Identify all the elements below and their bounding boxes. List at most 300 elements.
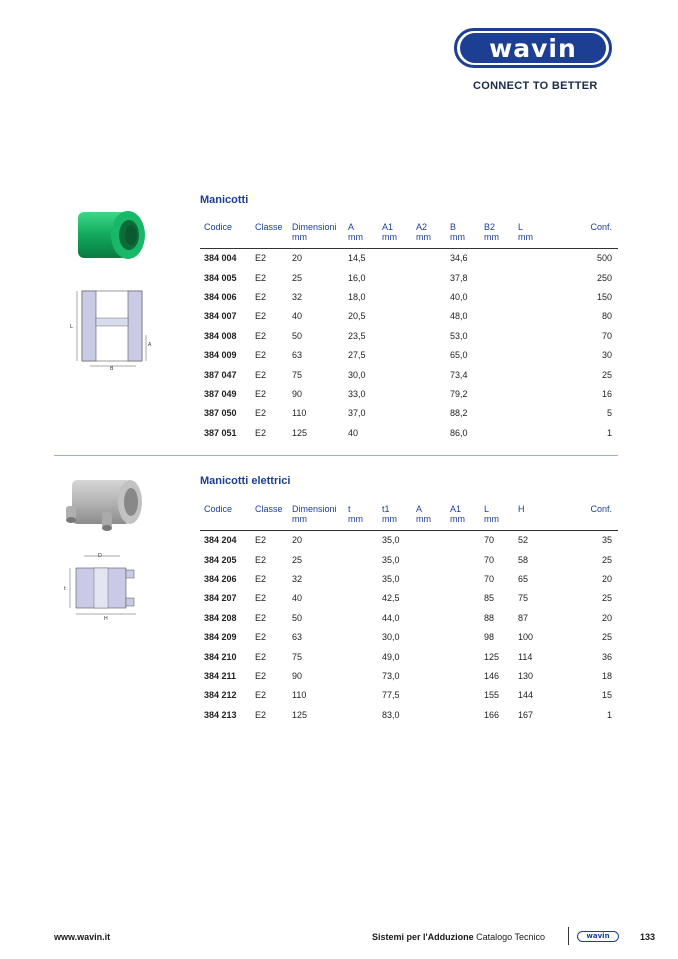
table-cell: 25 (601, 369, 612, 380)
table-cell (378, 248, 412, 268)
column-header-label: Classe (255, 504, 283, 514)
product-code-cell: 384 211 (204, 670, 237, 681)
table-row (200, 530, 618, 550)
product-code-cell: 384 206 (204, 573, 237, 584)
column-header-unit: mm (348, 232, 363, 242)
table-row (200, 423, 618, 442)
column-header-unit: mm (450, 232, 465, 242)
table-cell: 73,0 (382, 670, 400, 681)
table-cell (446, 530, 480, 550)
table-cell (514, 384, 554, 403)
table-cell (344, 705, 378, 724)
column-header (288, 504, 344, 530)
column-header-unit: mm (484, 232, 499, 242)
column-header-unit: mm (348, 514, 363, 524)
table-cell: E2 (255, 408, 267, 419)
table-cell (412, 248, 446, 268)
column-header (251, 504, 288, 530)
table-cell (446, 589, 480, 608)
section-title-manicotti-elettrici: Manicotti elettrici (200, 475, 291, 487)
table-cell (412, 569, 446, 588)
table-row (200, 647, 618, 666)
table-cell: 53,0 (450, 330, 468, 341)
table-cell: E2 (255, 632, 267, 643)
green-coupling-photo-icon (72, 204, 152, 273)
column-header (480, 504, 514, 530)
table-cell (378, 404, 412, 423)
product-code-cell: 384 208 (204, 612, 237, 623)
column-header-unit: mm (382, 514, 397, 524)
table-cell: 65 (518, 573, 529, 584)
table-cell: 83,0 (382, 709, 400, 720)
table-cell: E2 (255, 690, 267, 701)
footer-catalog-rest: Catalogo Tecnico (473, 932, 546, 942)
table-cell (446, 647, 480, 666)
table-cell: 16,0 (348, 272, 366, 283)
table-cell: 144 (518, 690, 534, 701)
product-code-cell: 384 007 (204, 311, 237, 322)
table-cell: 70 (484, 573, 495, 584)
column-header (288, 222, 344, 248)
manicotti-elettrici-table (200, 504, 618, 724)
product-code-cell: 384 008 (204, 330, 237, 341)
table-cell: 1 (606, 427, 612, 438)
column-header-label: B2 (484, 222, 496, 232)
table-cell: 27,5 (348, 350, 366, 361)
product-code-cell: 387 051 (204, 427, 237, 438)
table-row (200, 307, 618, 326)
table-cell: E2 (255, 612, 267, 623)
column-header-unit: mm (450, 514, 465, 524)
table-cell (514, 307, 554, 326)
table-cell (480, 384, 514, 403)
table-cell: 25 (292, 272, 303, 283)
table-row (200, 384, 618, 403)
table-cell: 40 (348, 427, 359, 438)
column-header (514, 504, 554, 530)
table-cell: 88 (484, 612, 495, 623)
column-header-label: A1 (382, 222, 394, 232)
table-cell: 125 (292, 427, 308, 438)
table-cell (480, 268, 514, 287)
column-header (412, 222, 446, 248)
table-cell (514, 345, 554, 364)
table-cell: E2 (255, 593, 267, 604)
column-header-label: A (348, 222, 355, 232)
column-header-label: Dimensioni (292, 504, 337, 514)
column-header (344, 504, 378, 530)
table-cell (446, 666, 480, 685)
table-cell: 110 (292, 408, 307, 419)
product-code-cell: 384 212 (204, 690, 237, 701)
table-header-row (200, 504, 618, 530)
table-cell (446, 569, 480, 588)
table-cell (514, 268, 554, 287)
product-code-cell: 384 004 (204, 253, 237, 264)
table-row (200, 666, 618, 685)
table-cell: 25 (601, 593, 612, 604)
column-header-unit: mm (484, 514, 499, 524)
table-cell: 110 (292, 690, 307, 701)
product-code-cell: 387 050 (204, 408, 237, 419)
table-row (200, 686, 618, 705)
table-cell: E2 (255, 291, 267, 302)
table-cell: E2 (255, 427, 267, 438)
table-cell: 23,5 (348, 330, 366, 341)
table-cell (378, 307, 412, 326)
table-cell: 80 (601, 311, 612, 322)
column-header-label: t1 (382, 504, 390, 514)
table-cell (344, 608, 378, 627)
product-code-cell: 384 207 (204, 593, 237, 604)
table-cell (480, 287, 514, 306)
section-title-manicotti: Manicotti (200, 194, 249, 206)
table-cell (412, 345, 446, 364)
table-row (200, 589, 618, 608)
product-code-cell: 384 205 (204, 554, 237, 565)
dim-label-b: B (110, 366, 114, 370)
table-cell: 48,0 (450, 311, 468, 322)
column-header-label: H (518, 504, 525, 514)
column-header-unit: mm (382, 232, 397, 242)
table-cell: 20,5 (348, 311, 366, 322)
table-cell: 30,0 (382, 632, 400, 643)
column-header (554, 222, 618, 248)
table-cell (344, 530, 378, 550)
brand-tagline: CONNECT TO BETTER (473, 80, 598, 92)
column-header (251, 222, 288, 248)
table-cell: 114 (518, 651, 533, 662)
table-cell: 70 (484, 554, 495, 565)
table-cell (344, 589, 378, 608)
table-cell (412, 423, 446, 442)
table-cell (378, 268, 412, 287)
column-header (344, 222, 378, 248)
table-cell (412, 686, 446, 705)
table-row (200, 705, 618, 724)
table-cell: 40 (292, 593, 303, 604)
table-row (200, 404, 618, 423)
manicotti-table (200, 222, 618, 442)
table-cell (378, 384, 412, 403)
table-cell (378, 326, 412, 345)
column-header-label: A (416, 504, 423, 514)
table-cell: 73,4 (450, 369, 468, 380)
table-cell: 20 (601, 573, 612, 584)
table-cell: 500 (596, 253, 612, 264)
table-cell: 44,0 (382, 612, 400, 623)
product-code-cell: 384 204 (204, 535, 237, 546)
table-cell (514, 326, 554, 345)
column-header-label: t (348, 504, 351, 514)
table-cell (446, 627, 480, 646)
table-cell: 70 (484, 535, 495, 546)
section-divider (54, 455, 618, 456)
table-cell: 30,0 (348, 369, 366, 380)
column-header (200, 504, 251, 530)
table-cell: E2 (255, 272, 267, 283)
table-cell: 75 (518, 593, 529, 604)
table-cell: 25 (601, 632, 612, 643)
product-code-cell: 384 213 (204, 709, 237, 720)
table-cell: 70 (601, 330, 612, 341)
table-cell: 33,0 (348, 388, 366, 399)
footer-website[interactable]: www.wavin.it (54, 932, 111, 942)
table-cell: 25 (292, 554, 303, 565)
table-cell (480, 423, 514, 442)
coupling-drawing-icon (70, 288, 154, 375)
table-cell: 50 (292, 612, 303, 623)
page-number: 133 (640, 932, 656, 942)
table-cell (344, 569, 378, 588)
table-cell: 50 (292, 330, 303, 341)
table-cell: 25 (601, 554, 612, 565)
table-row (200, 627, 618, 646)
table-cell (412, 404, 446, 423)
table-cell: 63 (292, 350, 303, 361)
table-cell: E2 (255, 253, 267, 264)
table-row (200, 248, 618, 268)
product-code-cell: 387 047 (204, 369, 237, 380)
table-cell (480, 345, 514, 364)
table-cell: 30 (601, 350, 612, 361)
table-cell: 18,0 (348, 291, 366, 302)
footer-catalog-title (372, 932, 545, 942)
table-cell (412, 589, 446, 608)
table-cell: 49,0 (382, 651, 400, 662)
table-cell: 155 (484, 690, 500, 701)
table-cell (344, 686, 378, 705)
table-cell (412, 287, 446, 306)
table-cell: 98 (484, 632, 495, 643)
column-header-label: Conf. (590, 222, 612, 232)
electrofusion-drawing-icon (64, 552, 148, 627)
table-cell: 37,0 (348, 408, 366, 419)
table-cell: 34,6 (450, 253, 468, 264)
column-header-label: A1 (450, 504, 462, 514)
table-cell: 15 (601, 690, 612, 701)
table-cell (412, 550, 446, 569)
table-header-row (200, 222, 618, 248)
table-cell: 100 (518, 632, 534, 643)
table-cell: 20 (292, 253, 303, 264)
table-cell: E2 (255, 651, 267, 662)
table-cell: 150 (596, 291, 612, 302)
table-cell (412, 307, 446, 326)
table-cell: E2 (255, 369, 267, 380)
table-cell (514, 287, 554, 306)
column-header-unit: mm (292, 514, 307, 524)
table-cell: 87 (518, 612, 529, 623)
table-cell: 14,5 (348, 253, 366, 264)
table-cell: 125 (484, 651, 500, 662)
table-cell: 58 (518, 554, 529, 565)
table-cell: 35,0 (382, 573, 400, 584)
column-header-unit: mm (416, 232, 431, 242)
table-cell (412, 627, 446, 646)
table-cell: 35,0 (382, 554, 400, 565)
product-code-cell: 384 210 (204, 651, 237, 662)
table-cell (344, 550, 378, 569)
table-row (200, 287, 618, 306)
column-header-label: Codice (204, 222, 233, 232)
table-cell: 166 (484, 709, 500, 720)
product-code-cell: 384 006 (204, 291, 237, 302)
column-header-unit: mm (518, 232, 533, 242)
column-header-label: B (450, 222, 457, 232)
table-cell (480, 404, 514, 423)
column-header (514, 222, 554, 248)
table-cell (378, 287, 412, 306)
table-cell (480, 248, 514, 268)
table-cell: 63 (292, 632, 303, 643)
table-cell: 32 (292, 573, 303, 584)
table-cell (480, 307, 514, 326)
table-cell: 88,2 (450, 408, 468, 419)
table-cell (514, 365, 554, 384)
dim-label-l: L (70, 324, 73, 330)
table-cell: E2 (255, 709, 267, 720)
table-cell: E2 (255, 670, 267, 681)
table-cell (480, 365, 514, 384)
table-cell: 75 (292, 369, 303, 380)
table-row (200, 268, 618, 287)
table-cell: E2 (255, 388, 267, 399)
table-cell: 32 (292, 291, 303, 302)
table-cell (480, 326, 514, 345)
table-cell (412, 326, 446, 345)
table-cell (412, 384, 446, 403)
table-cell: 40 (292, 311, 303, 322)
table-cell: 37,8 (450, 272, 468, 283)
dim-label-d: D (98, 553, 102, 559)
table-cell: 146 (484, 670, 500, 681)
column-header (378, 504, 412, 530)
column-header (378, 222, 412, 248)
table-cell (514, 423, 554, 442)
column-header-label: Dimensioni (292, 222, 337, 232)
table-cell: 35 (601, 535, 612, 546)
column-header-unit: mm (292, 232, 307, 242)
footer-catalog-bold: Sistemi per l'Adduzione (372, 932, 474, 942)
table-cell: 90 (292, 670, 303, 681)
table-cell (344, 666, 378, 685)
table-cell (412, 365, 446, 384)
product-code-cell: 384 005 (204, 272, 237, 283)
table-cell: 90 (292, 388, 303, 399)
column-header-label: Classe (255, 222, 283, 232)
column-header-label: Codice (204, 504, 233, 514)
table-cell (412, 647, 446, 666)
table-cell: 167 (518, 709, 534, 720)
column-header (412, 504, 446, 530)
dim-label-t: t (64, 586, 66, 592)
footer-wavin-logo: wavin (577, 931, 619, 942)
table-cell: 42,5 (382, 593, 400, 604)
table-cell (446, 608, 480, 627)
table-cell (412, 530, 446, 550)
product-code-cell: 387 049 (204, 388, 237, 399)
table-cell: 85 (484, 593, 495, 604)
column-header (200, 222, 251, 248)
table-cell: E2 (255, 535, 267, 546)
product-code-cell: 384 209 (204, 632, 237, 643)
table-cell (378, 345, 412, 364)
table-cell (446, 686, 480, 705)
table-cell: 35,0 (382, 535, 400, 546)
table-cell: 75 (292, 651, 303, 662)
table-cell (514, 248, 554, 268)
table-cell: 1 (606, 709, 612, 720)
table-cell: 18 (601, 670, 612, 681)
table-cell: 65,0 (450, 350, 468, 361)
table-cell: E2 (255, 554, 267, 565)
table-row (200, 326, 618, 345)
table-cell: 5 (606, 408, 612, 419)
table-cell: 40,0 (450, 291, 468, 302)
table-cell: 77,5 (382, 690, 400, 701)
table-row (200, 569, 618, 588)
dim-label-a: A (148, 342, 152, 348)
table-cell (412, 608, 446, 627)
table-cell (446, 705, 480, 724)
table-cell (344, 627, 378, 646)
wavin-logo (454, 28, 618, 68)
table-cell (412, 666, 446, 685)
column-header (446, 504, 480, 530)
table-cell: 16 (601, 388, 612, 399)
table-cell: E2 (255, 350, 267, 361)
table-cell (446, 550, 480, 569)
table-row (200, 550, 618, 569)
table-cell: 125 (292, 709, 308, 720)
product-code-cell: 384 009 (204, 350, 237, 361)
table-cell: 36 (601, 651, 612, 662)
column-header-label: L (518, 222, 524, 232)
column-header-label: L (484, 504, 490, 514)
table-cell (412, 268, 446, 287)
table-row (200, 365, 618, 384)
table-cell: 86,0 (450, 427, 468, 438)
footer-separator (568, 927, 569, 945)
column-header (480, 222, 514, 248)
column-header (554, 504, 618, 530)
table-cell (514, 404, 554, 423)
table-cell: 52 (518, 535, 529, 546)
table-row (200, 345, 618, 364)
table-cell: E2 (255, 311, 267, 322)
column-header-unit: mm (416, 514, 431, 524)
column-header-label: Conf. (590, 504, 612, 514)
table-cell (378, 423, 412, 442)
table-cell: 20 (601, 612, 612, 623)
electrofusion-coupling-photo-icon (62, 472, 146, 541)
column-header-label: A2 (416, 222, 428, 232)
dim-label-h: H (104, 616, 108, 622)
table-cell: 20 (292, 535, 303, 546)
table-cell: 130 (518, 670, 534, 681)
table-cell: E2 (255, 330, 267, 341)
table-cell: 250 (596, 272, 612, 283)
table-cell: E2 (255, 573, 267, 584)
table-cell (344, 647, 378, 666)
table-cell: 79,2 (450, 388, 468, 399)
logo-text: wavin (460, 33, 606, 63)
table-cell (412, 705, 446, 724)
table-row (200, 608, 618, 627)
column-header (446, 222, 480, 248)
table-cell (378, 365, 412, 384)
